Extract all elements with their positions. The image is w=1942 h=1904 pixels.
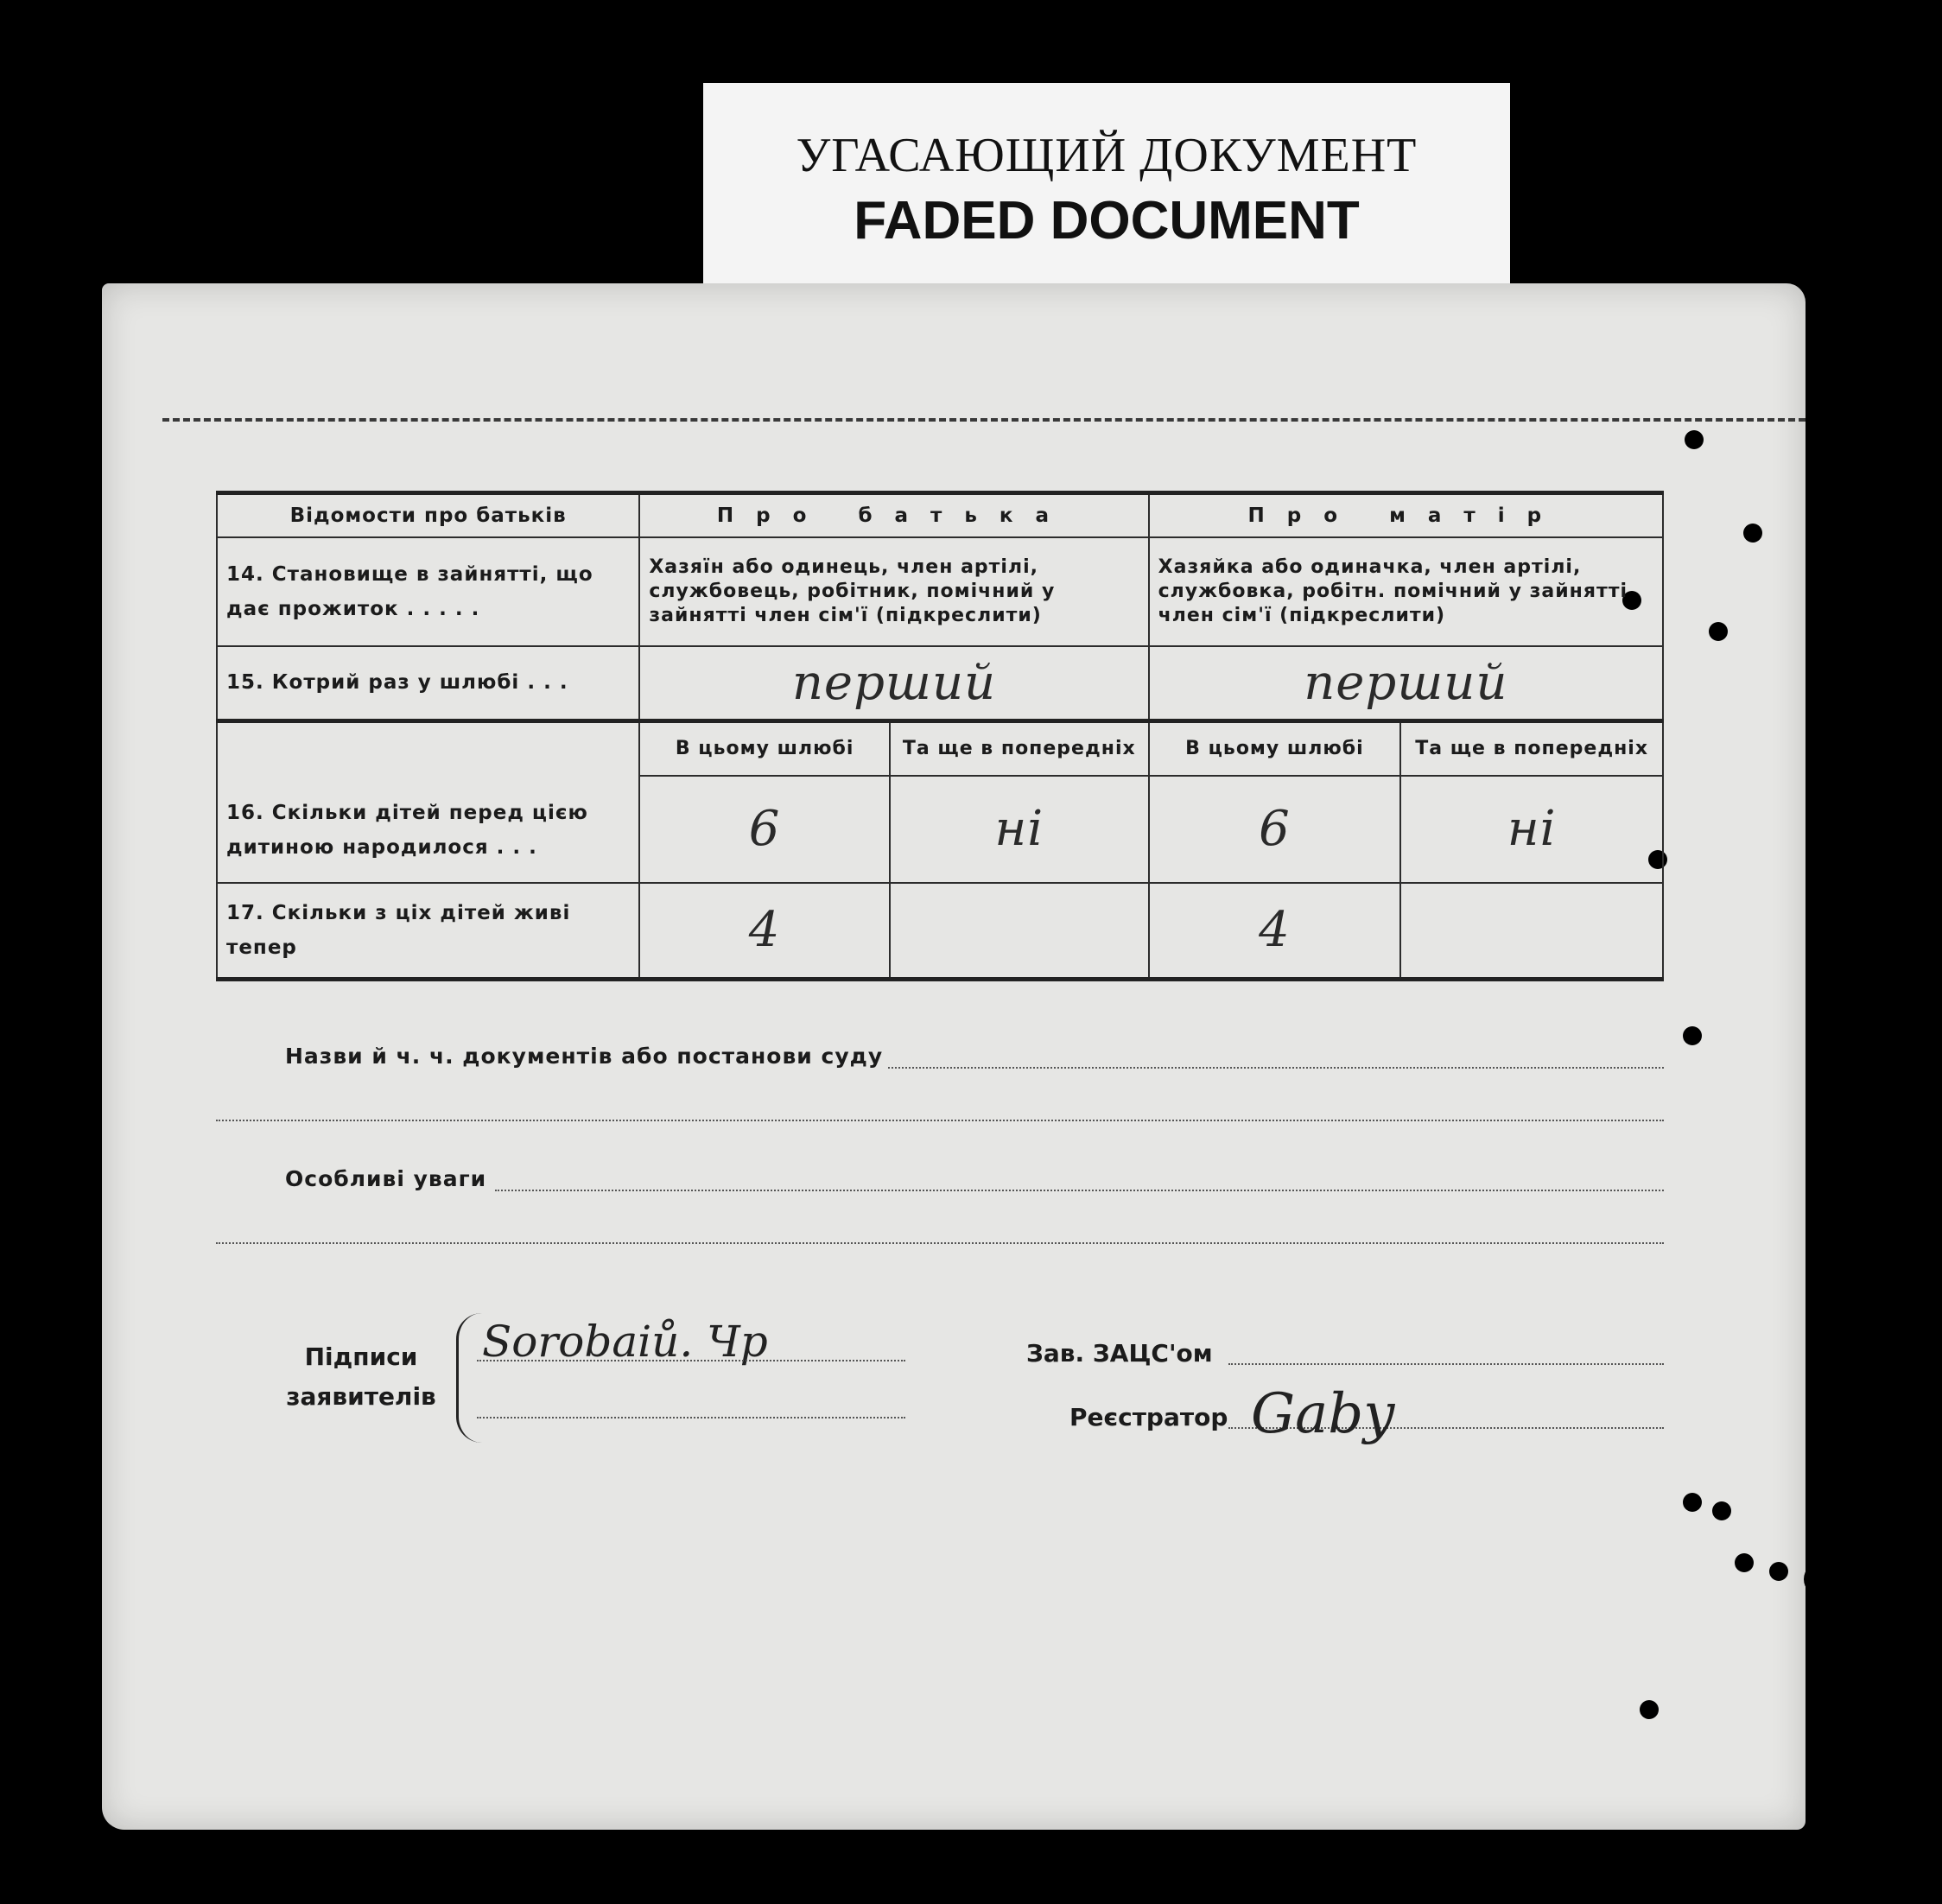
perforation-line [162, 418, 1806, 422]
binding-hole [1769, 1562, 1788, 1581]
row17-mother-this: 4 [1149, 883, 1401, 980]
row15-label: 15. Котрий раз у шлюбі . . . [217, 646, 639, 720]
parents-table [216, 491, 1664, 981]
remarks-label: Особливі уваги [285, 1166, 487, 1191]
registrar-signature: Gaby [1251, 1382, 1395, 1446]
row16-mother-prev: ні [1400, 776, 1663, 883]
applicant-signature-line-1 [477, 1360, 905, 1361]
applicant-signature: Sorobaiů. Чр [482, 1317, 768, 1367]
remarks-dotted-line [495, 1190, 1664, 1191]
subheader-father-this: В цьому шлюбі [639, 720, 890, 776]
row15-mother: перший [1149, 646, 1663, 720]
row14-label: 14. Становище в зайнятті, що дає прожиток . . . . . [217, 537, 639, 646]
row16-father-prev: ні [890, 776, 1149, 883]
faded-document-label [703, 83, 1510, 287]
row17-mother-prev [1400, 883, 1663, 980]
header-father: Про батька [639, 493, 1148, 538]
row14-mother: Хазяйка або одиначка, член артілі, службовка, робітн. помічний у зайнятті член сім'ї (підкреслити) [1149, 537, 1663, 646]
head-signature-line [1228, 1363, 1664, 1365]
head-label: Зав. ЗАЦС'ом [1026, 1339, 1213, 1368]
row17-father-this: 4 [639, 883, 890, 980]
applicants-label [275, 1337, 447, 1417]
label-russian: УГАСАЮЩИЙ ДОКУМЕНТ [796, 129, 1418, 182]
subheader-mother-prev: Та ще в попередніх [1400, 720, 1663, 776]
documents-label: Назви й ч. ч. документів або постанови суду [285, 1044, 884, 1069]
documents-dotted-line [888, 1067, 1664, 1069]
header-info: Відомости про батьків [217, 493, 639, 538]
label-english: FADED DOCUMENT [854, 191, 1360, 251]
binding-hole [1709, 622, 1728, 641]
binding-hole [1743, 524, 1762, 543]
binding-hole [1640, 1700, 1659, 1719]
binding-hole [1735, 1553, 1754, 1572]
binding-hole [1683, 1493, 1702, 1512]
applicant-signature-line-2 [477, 1417, 905, 1418]
documents-dotted-line-2 [216, 1118, 1664, 1121]
document-page [102, 283, 1806, 1830]
applicants-label-line-2: заявителів [286, 1382, 436, 1411]
signature-brace [456, 1313, 485, 1443]
row17-label: 17. Скільки з ціх дітей живі тепер [217, 883, 639, 980]
documents-field [216, 1044, 1664, 1069]
row16-father-this: 6 [639, 776, 890, 883]
row15-father: перший [639, 646, 1148, 720]
row14-father: Хазяїн або одинець, член артілі, службовець, робітник, помічний у зайнятті член сім'ї (підкреслити) [639, 537, 1148, 646]
remarks-field [216, 1166, 1664, 1191]
row16-label: 16. Скільки дітей перед цією дитиною народилося . . . [217, 720, 639, 883]
binding-hole [1685, 430, 1704, 449]
row17-father-prev [890, 883, 1149, 980]
binding-hole [1804, 1562, 1838, 1596]
binding-hole [1683, 1026, 1702, 1045]
applicants-label-line-1: Підписи [304, 1342, 418, 1371]
subheader-father-prev: Та ще в попередніх [890, 720, 1149, 776]
binding-hole [1712, 1501, 1731, 1520]
remarks-dotted-line-2 [216, 1241, 1664, 1244]
header-mother: Про матір [1149, 493, 1663, 538]
registrar-label: Реєстратор [1069, 1403, 1228, 1431]
subheader-mother-this: В цьому шлюбі [1149, 720, 1401, 776]
row16-mother-this: 6 [1149, 776, 1401, 883]
parents-info-form [216, 491, 1664, 981]
